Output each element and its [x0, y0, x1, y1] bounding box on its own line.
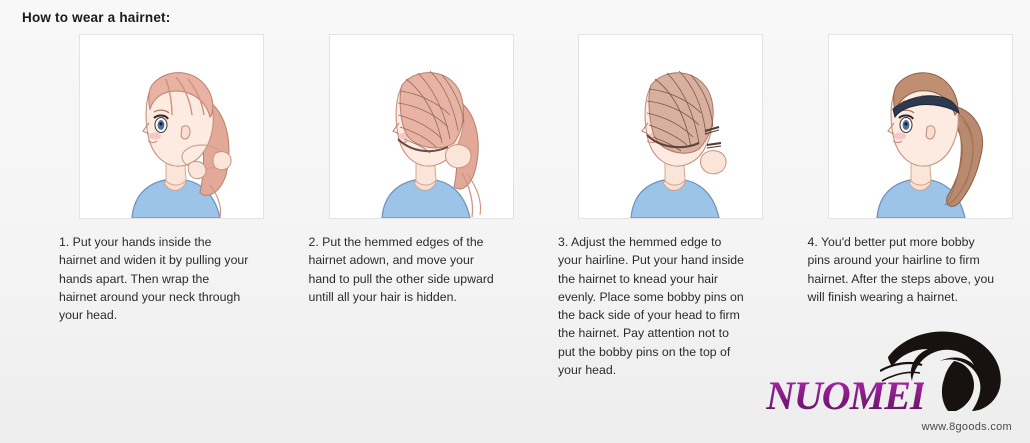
watermark-logo	[766, 327, 1016, 437]
page-title: How to wear a hairnet:	[22, 10, 171, 25]
step-1-caption: 1. Put your hands inside the hairnet and widen it by pulling your hands apart. Then wrap the hairnet around your neck through your head.	[59, 235, 249, 323]
brand-site: www.8goods.com	[921, 421, 1012, 433]
step-2-caption: 2. Put the hemmed edges of the hairnet adown, and move your hand to pull the other side upward untill all your hair is hidden.	[308, 235, 494, 304]
step-3	[556, 34, 781, 379]
brand-name: NUOMEI	[766, 373, 925, 418]
girl-pulling-hemmed-edges-illustration	[329, 34, 514, 219]
step-3-caption: 3. Adjust the hemmed edge to your hairline. Put your hand inside the hairnet to knead your hair evenly. Place some bobby pins on the back side of your head to firm the hairnet. Pay attention not to put the bobby pins on the top of your head.	[558, 235, 744, 378]
step-4-caption: 4. You'd better put more bobby pins around your hairline to firm hairnet. After the steps above, you will finish wearing a hairnet.	[807, 235, 995, 304]
step-2	[307, 34, 532, 379]
girl-adjusting-hairline-illustration	[578, 34, 763, 219]
girl-holding-hairnet-illustration	[79, 34, 264, 219]
step-1	[57, 34, 282, 379]
girl-wearing-wig-ponytail-illustration	[828, 34, 1013, 219]
